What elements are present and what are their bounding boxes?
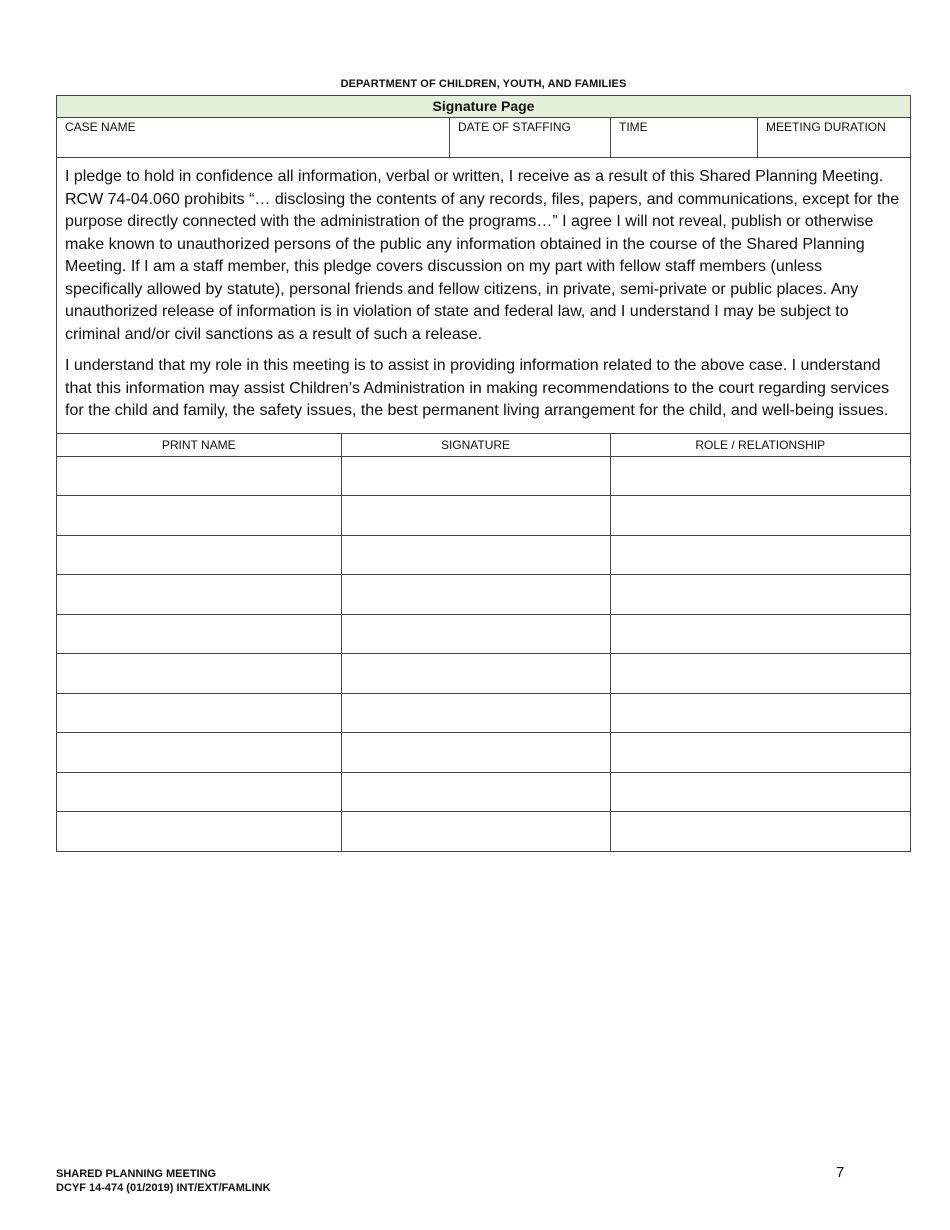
signature-table: [57, 434, 910, 851]
signature-cell[interactable]: [341, 733, 610, 773]
column-header-signature: SIGNATURE: [341, 434, 610, 457]
agency-header: DEPARTMENT OF CHILDREN, YOUTH, AND FAMILIES: [340, 78, 627, 90]
signature-table-header: [57, 434, 910, 457]
role-paragraph: I understand that my role in this meeting is to assist in providing information related to the above case. I understand that this information may assist Children’s Administration in making recommendations to the court regarding services for the child and family, the safety issues, the best permanent living arrangement for the child, and well-being issues.: [65, 357, 890, 419]
meeting-duration-field[interactable]: [758, 118, 910, 157]
signature-cell[interactable]: [341, 693, 610, 733]
print-name-cell[interactable]: [57, 496, 341, 536]
case-name-label: CASE NAME: [65, 120, 136, 134]
signature-cell[interactable]: [341, 772, 610, 812]
confidentiality-statement: [57, 158, 910, 434]
print-name-cell[interactable]: [57, 654, 341, 694]
print-name-cell[interactable]: [57, 614, 341, 654]
table-row: [57, 693, 910, 733]
signature-cell[interactable]: [341, 575, 610, 615]
role-relationship-cell[interactable]: [610, 812, 910, 851]
signature-cell[interactable]: [341, 456, 610, 496]
footer-form-id: DCYF 14-474 (01/2019) INT/EXT/FAMLINK: [56, 1182, 271, 1194]
meeting-duration-label: MEETING DURATION: [766, 120, 886, 134]
signature-cell[interactable]: [341, 812, 610, 851]
signature-cell[interactable]: [341, 496, 610, 536]
role-relationship-cell[interactable]: [610, 654, 910, 694]
signature-cell[interactable]: [341, 535, 610, 575]
role-relationship-cell[interactable]: [610, 733, 910, 773]
role-relationship-cell[interactable]: [610, 456, 910, 496]
print-name-cell[interactable]: [57, 535, 341, 575]
table-row: [57, 772, 910, 812]
form-title: Signature Page: [57, 96, 910, 118]
page-number: 7: [836, 1164, 845, 1181]
signature-form: [56, 95, 911, 852]
time-label: TIME: [619, 120, 648, 134]
time-field[interactable]: [611, 118, 758, 157]
column-header-print-name: PRINT NAME: [57, 434, 341, 457]
footer-form-title: SHARED PLANNING MEETING: [56, 1168, 217, 1180]
column-header-role-relationship: ROLE / RELATIONSHIP: [610, 434, 910, 457]
role-relationship-cell[interactable]: [610, 575, 910, 615]
table-row: [57, 575, 910, 615]
role-relationship-cell[interactable]: [610, 496, 910, 536]
date-of-staffing-field[interactable]: [450, 118, 611, 157]
signature-cell[interactable]: [341, 614, 610, 654]
print-name-cell[interactable]: [57, 812, 341, 851]
print-name-cell[interactable]: [57, 772, 341, 812]
table-row: [57, 456, 910, 496]
role-relationship-cell[interactable]: [610, 614, 910, 654]
table-row: [57, 812, 910, 851]
print-name-cell[interactable]: [57, 575, 341, 615]
table-row: [57, 496, 910, 536]
confidentiality-paragraph: I pledge to hold in confidence all information, verbal or written, I receive as a result of this Shared Planning Meeting. RCW 74-04.060 prohibits “… disclosing the contents of any records, files, papers, and communications, except for the purpose directly connected with the administration of the programs…” I agree I will not reveal, publish or otherwise make known to unauthorized persons of the public any information obtained in the course of the Shared Planning Meeting. If I am a staff member, this pledge covers discussion on my part with fellow staff members (unless specifically allowed by statute), personal friends and fellow citizens, in private, semi-private or public places. Any unauthorized release of information is in violation of state and federal law, and I understand I may be subject to criminal and/or civil sanctions as a result of such a release.: [65, 168, 900, 343]
table-row: [57, 733, 910, 773]
case-info-row: [57, 118, 910, 158]
table-row: [57, 535, 910, 575]
table-row: [57, 654, 910, 694]
role-relationship-cell[interactable]: [610, 772, 910, 812]
role-relationship-cell[interactable]: [610, 535, 910, 575]
table-row: [57, 614, 910, 654]
print-name-cell[interactable]: [57, 733, 341, 773]
print-name-cell[interactable]: [57, 693, 341, 733]
form-footer: [56, 1167, 271, 1195]
case-name-field[interactable]: [57, 118, 450, 157]
date-of-staffing-label: DATE OF STAFFING: [458, 120, 571, 134]
print-name-cell[interactable]: [57, 456, 341, 496]
signature-cell[interactable]: [341, 654, 610, 694]
role-relationship-cell[interactable]: [610, 693, 910, 733]
